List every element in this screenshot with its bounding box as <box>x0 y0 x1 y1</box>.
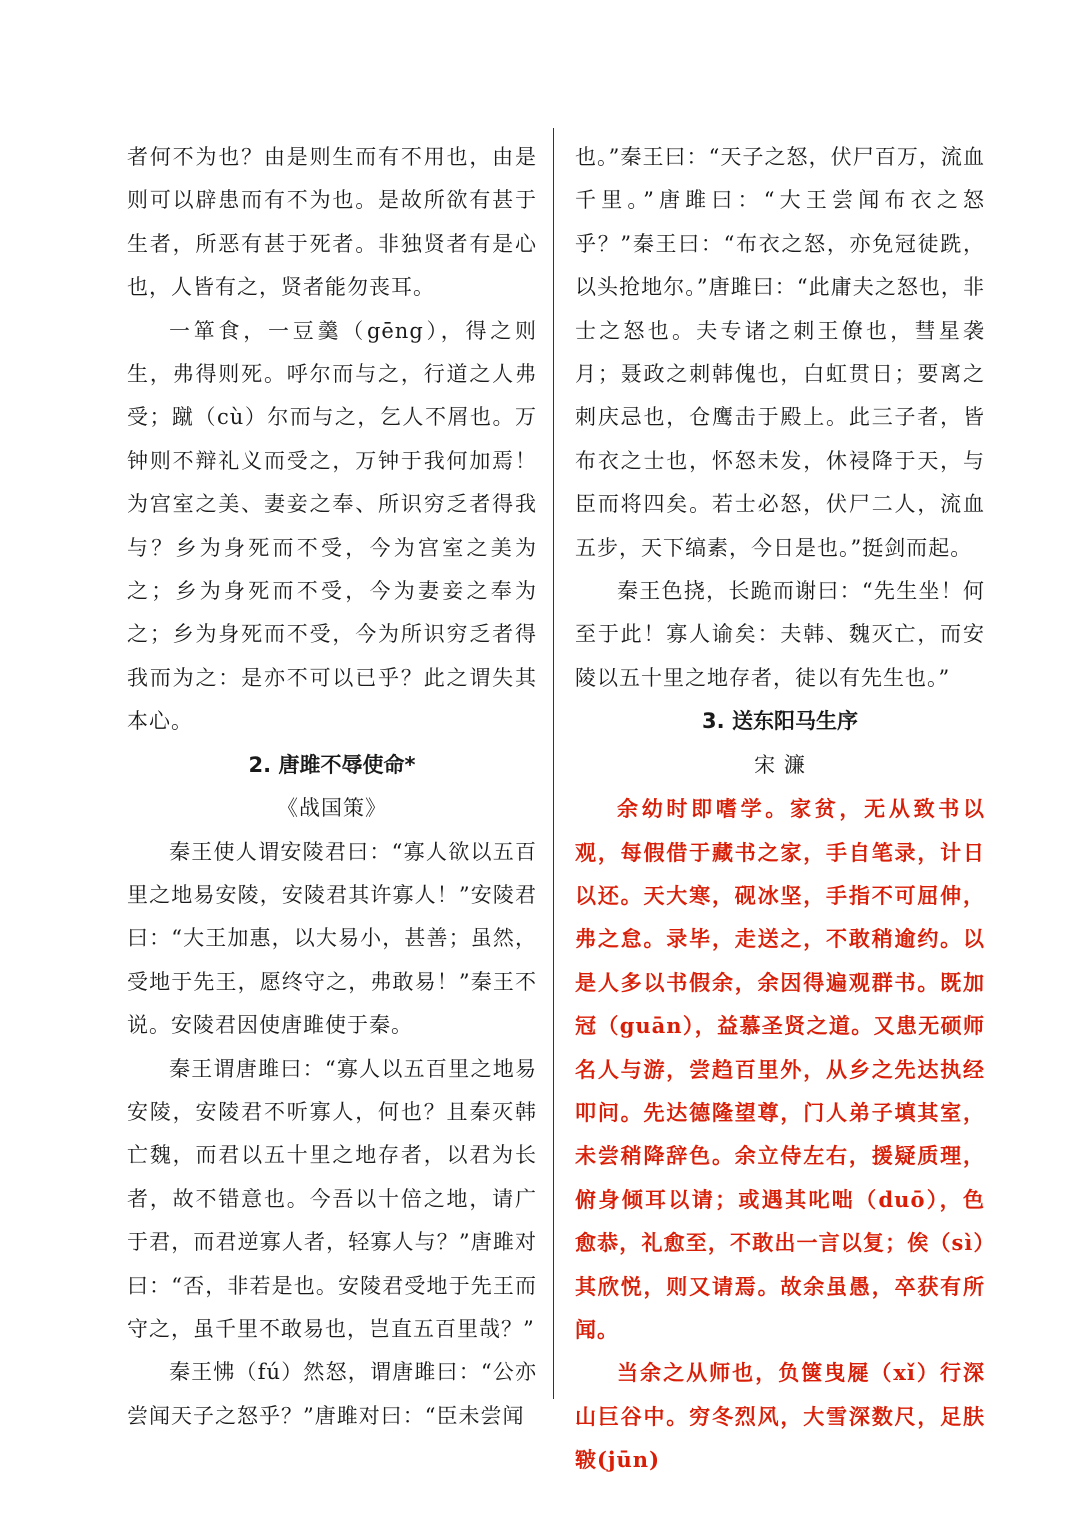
section-source: 《战国策》 <box>277 796 387 821</box>
column-divider <box>553 128 554 1399</box>
section-author: 宋 濂 <box>754 752 806 777</box>
right-column <box>575 136 985 1482</box>
highlighted-paragraph: 余幼时即嗜学。家贫，无从致书以观，每假借于藏书之家，手自笔录，计日以还。天大寒，砚冰坚，手指不可屈伸，弗之怠。录毕，走送之，不敢稍逾约。以是人多以书假余，余因得遍观群书。既加冠（guān），益慕圣贤之道。又患无硕师名人与游，尝趋百里外，从乡之先达执经叩问。先达德隆望尊，门人弟子填其室，未尝稍降辞色。余立侍左右，援疑质理，俯身倾耳以请；或遇其叱咄（duō），色愈恭，礼愈至，不敢出一言以复；俟（sì）其欣悦，则又请焉。故余虽愚，卒获有所闻。 <box>575 796 985 1342</box>
paragraph: 一箪食，一豆羹（gēng），得之则生，弗得则死。呼尔而与之，行道之人弗受；蹴（cù）尔而与之，乞人不屑也。万钟则不辩礼义而受之，万钟于我何加焉！为宫室之美、妻妾之奉、所识穷乏者得我与？乡为身死而不受，今为宫室之美为之；乡为身死而不受，今为妻妾之奉为之；乡为身死而不受，今为所识穷乏者得我而为之：是亦不可以已乎？此之谓失其本心。 <box>127 318 537 734</box>
highlighted-paragraph: 当余之从师也，负箧曳屣（xǐ）行深山巨谷中。穷冬烈风，大雪深数尺，足肤皲(jūn) <box>575 1360 985 1473</box>
left-column <box>127 136 537 1438</box>
paragraph: 秦王谓唐雎曰：“寡人以五百里之地易安陵，安陵君不听寡人，何也？且秦灭韩亡魏，而君以五十里之地存者，以君为长者，故不错意也。今吾以十倍之地，请广于君，而君逆寡人者，轻寡人与？”唐雎对曰：“否，非若是也。安陵君受地于先王而守之，虽千里不敢易也，岂直五百里哉？” <box>127 1056 537 1341</box>
paragraph: 也。”秦王曰：“天子之怒，伏尸百万，流血千里。”唐雎曰：“大王尝闻布衣之怒乎？”秦王曰：“布衣之怒，亦免冠徒跣，以头抢地尔。”唐雎曰：“此庸夫之怒也，非士之怒也。夫专诸之刺王僚也，彗星袭月；聂政之刺韩傀也，白虹贯日；要离之刺庆忌也，仓鹰击于殿上。此三子者，皆布衣之士也，怀怒未发，休祲降于天，与臣而将四矣。若士必怒，伏尸二人，流血五步，天下缟素，今日是也。”挺剑而起。 <box>575 145 985 560</box>
paragraph: 秦王色挠，长跪而谢曰：“先生坐！何至于此！寡人谕矣：夫韩、魏灭亡，而安陵以五十里之地存者，徒以有先生也。” <box>575 579 985 690</box>
paragraph: 者何不为也？由是则生而有不用也，由是则可以辟患而有不为也。是故所欲有甚于生者，所恶有甚于死者。非独贤者有是心也，人皆有之，贤者能勿丧耳。 <box>127 145 537 300</box>
section-title: 2. 唐雎不辱使命* <box>248 752 416 777</box>
paragraph: 秦王使人谓安陵君曰：“寡人欲以五百里之地易安陵，安陵君其许寡人！”安陵君曰：“大王加惠，以大易小，甚善；虽然，受地于先王，愿终守之，弗敢易！”秦王不说。安陵君因使唐雎使于秦。 <box>127 839 537 1038</box>
paragraph: 秦王怫（fú）然怒，谓唐雎曰：“公亦尝闻天子之怒乎？”唐雎对曰：“臣未尝闻 <box>127 1360 537 1428</box>
section-title: 3. 送东阳马生序 <box>702 709 858 734</box>
